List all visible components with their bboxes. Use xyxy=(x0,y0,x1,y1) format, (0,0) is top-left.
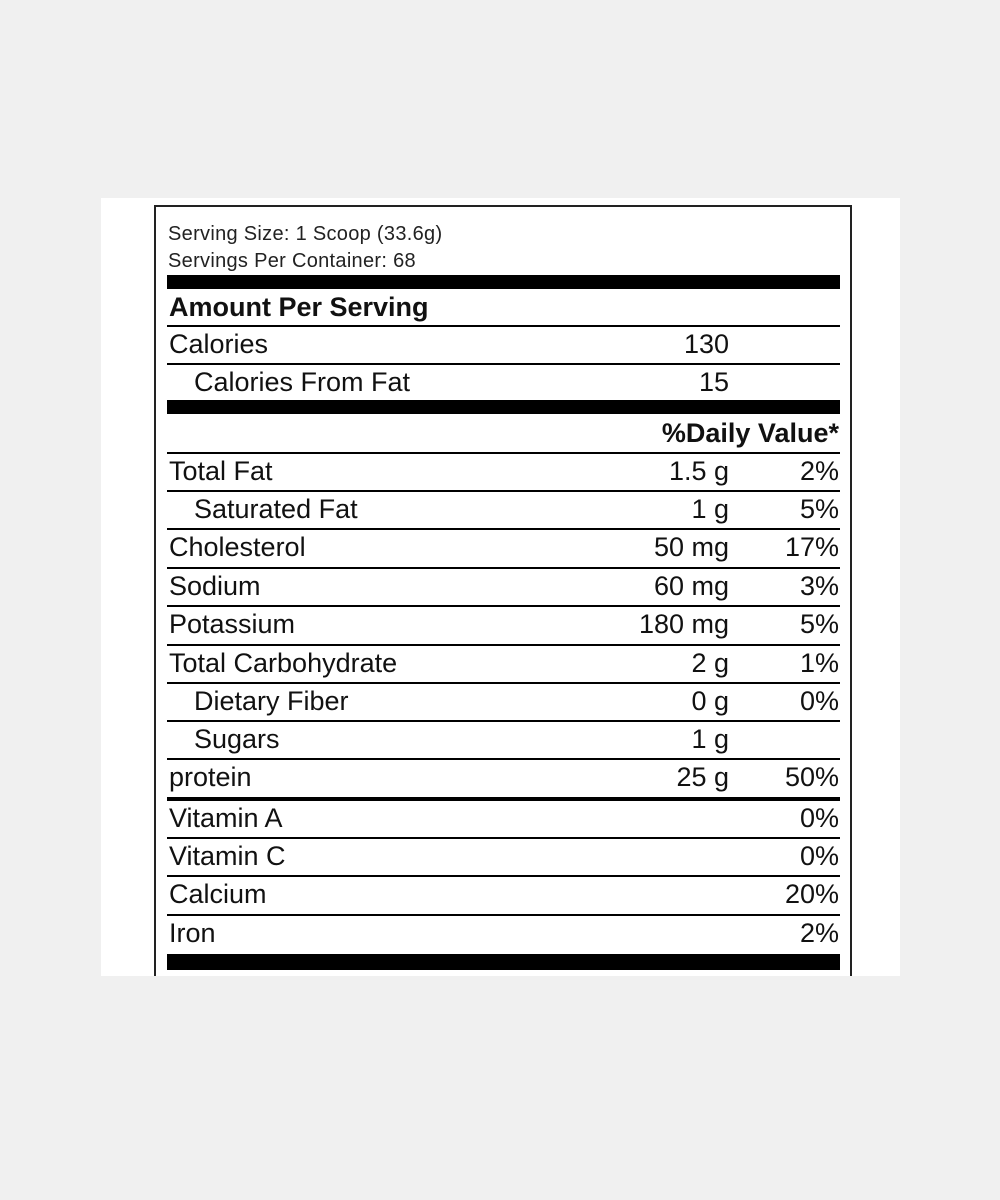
nutrient-name: Potassium xyxy=(169,609,296,639)
nutrient-amount: 1 g xyxy=(691,494,729,524)
vitamin-daily-value: 2% xyxy=(799,918,839,948)
nutrient-amount: 180 mg xyxy=(638,609,729,639)
vitamin-row-iron xyxy=(167,916,840,952)
vitamin-row-vitamin-c xyxy=(167,839,840,875)
nutrient-daily-value: 17% xyxy=(784,532,839,562)
nutrient-row-dietary-fiber xyxy=(167,684,840,720)
nutrient-name: protein xyxy=(169,762,252,792)
daily-value-header: %Daily Value* xyxy=(661,418,839,448)
nutrient-amount: 2 g xyxy=(691,648,729,678)
nutrient-daily-value: 5% xyxy=(799,494,839,524)
nutrient-name: Dietary Fiber xyxy=(194,686,349,716)
calories-from-fat-row xyxy=(167,365,840,401)
nutrient-row-total-fat xyxy=(167,454,840,490)
thick-divider xyxy=(167,954,840,970)
vitamin-daily-value: 0% xyxy=(799,841,839,871)
thick-divider xyxy=(167,275,840,289)
vitamin-name: Calcium xyxy=(169,879,267,909)
nutrient-amount: 60 mg xyxy=(653,571,729,601)
nutrition-facts-label xyxy=(154,205,852,976)
calories-label: Calories xyxy=(169,329,269,359)
calories-from-fat-value: 15 xyxy=(698,367,729,397)
vitamin-daily-value: 20% xyxy=(784,879,839,909)
servings-per-container: Servings Per Container: 68 xyxy=(168,250,416,272)
nutrient-amount: 25 g xyxy=(676,762,729,792)
calories-row xyxy=(167,327,840,363)
serving-size: Serving Size: 1 Scoop (33.6g) xyxy=(168,223,443,245)
nutrient-row-saturated-fat xyxy=(167,492,840,528)
daily-value-header-row xyxy=(167,416,840,452)
nutrient-row-sugars xyxy=(167,722,840,758)
nutrient-daily-value: 5% xyxy=(799,609,839,639)
amount-per-serving-heading: Amount Per Serving xyxy=(169,292,429,322)
thick-divider xyxy=(167,400,840,414)
amount-per-serving-row xyxy=(167,290,840,326)
calories-from-fat-label: Calories From Fat xyxy=(194,367,411,397)
nutrient-amount: 1 g xyxy=(691,724,729,754)
nutrient-row-protein xyxy=(167,760,840,796)
nutrient-daily-value: 1% xyxy=(799,648,839,678)
nutrient-amount: 50 mg xyxy=(653,532,729,562)
nutrient-name: Cholesterol xyxy=(169,532,306,562)
vitamin-name: Iron xyxy=(169,918,216,948)
nutrient-row-total-carbohydrate xyxy=(167,646,840,682)
vitamin-row-vitamin-a xyxy=(167,801,840,837)
nutrient-row-cholesterol xyxy=(167,530,840,566)
nutrient-name: Saturated Fat xyxy=(194,494,358,524)
calories-value: 130 xyxy=(683,329,729,359)
nutrient-row-sodium xyxy=(167,569,840,605)
nutrient-daily-value: 3% xyxy=(799,571,839,601)
vitamin-daily-value: 0% xyxy=(799,803,839,833)
vitamin-name: Vitamin C xyxy=(169,841,286,871)
nutrient-row-potassium xyxy=(167,607,840,643)
nutrient-name: Sodium xyxy=(169,571,261,601)
nutrient-name: Total Fat xyxy=(169,456,273,486)
nutrient-amount: 1.5 g xyxy=(668,456,729,486)
nutrient-daily-value: 0% xyxy=(799,686,839,716)
vitamin-row-calcium xyxy=(167,877,840,913)
vitamin-name: Vitamin A xyxy=(169,803,283,833)
nutrient-name: Sugars xyxy=(194,724,280,754)
nutrient-daily-value: 2% xyxy=(799,456,839,486)
nutrient-daily-value: 50% xyxy=(784,762,839,792)
nutrient-name: Total Carbohydrate xyxy=(169,648,398,678)
nutrient-amount: 0 g xyxy=(691,686,729,716)
